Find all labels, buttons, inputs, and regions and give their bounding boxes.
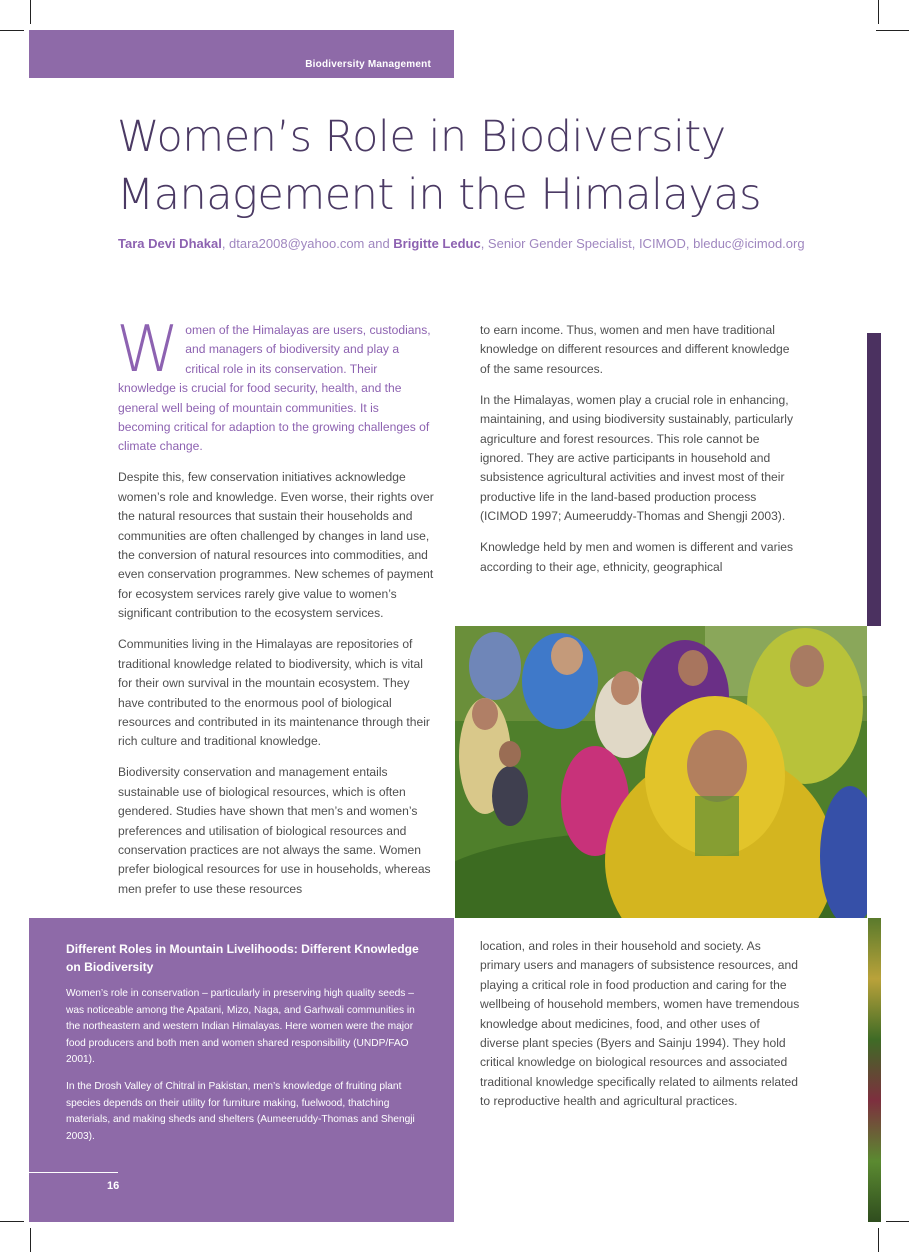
- body-paragraph: Biodiversity conservation and management entails sustainable use of biological resources, which is often gendered. Studies have shown that men’s and women’s preferences and utilisation of biological resources and conservation practices are not always the same. Women prefer biological resources for use in households, whereas men prefer to use these resources: [118, 765, 431, 896]
- page-number: 16: [107, 1180, 120, 1192]
- info-box: [29, 918, 454, 1222]
- body-column-left: [116, 313, 434, 911]
- author-line: [118, 236, 878, 251]
- lead-paragraph: [116, 313, 434, 457]
- crop-mark: [0, 1221, 24, 1222]
- body-paragraph: Knowledge held by men and women is different and varies according to their age, ethnicity, geographical: [480, 540, 794, 574]
- info-box-paragraph: Women’s role in conservation – particularly in preserving high quality seeds – was noticeable among the Apatani, Mizo, Naga, and Garhwali communities in the northeastern and western Indian Himalayas. Here women were the major food producers and both men and women shared responsibility (UNDP/FAO 2001).: [66, 988, 415, 1066]
- section-header-bar: [29, 30, 454, 78]
- body-column-right-bottom: [480, 937, 800, 1123]
- article-title: [117, 108, 857, 224]
- decorative-side-bar: [867, 333, 881, 626]
- author-1-name: Tara Devi Dhakal: [118, 236, 222, 251]
- photo-edge-strip: [868, 918, 881, 1222]
- page-number-rule: [29, 1172, 118, 1173]
- crop-mark: [878, 0, 879, 24]
- info-box-title: Different Roles in Mountain Livelihoods: Different Knowledge on Biodiversity: [66, 942, 419, 974]
- section-label: Biodiversity Management: [305, 59, 431, 70]
- body-paragraph: to earn income. Thus, women and men have traditional knowledge on different resources and different knowledge of the same resources.: [480, 323, 790, 376]
- author-2-details: , Senior Gender Specialist, ICIMOD, bleduc@icimod.org: [480, 236, 805, 251]
- crop-mark: [0, 30, 24, 31]
- info-box-paragraph: In the Drosh Valley of Chitral in Pakistan, men’s knowledge of fruiting plant species depends on their utility for furniture making, fuelwood, thatching materials, and making sheds and shelters (Aumeeruddy-Thomas and Shengji 2003).: [66, 1080, 415, 1142]
- crop-mark: [30, 1228, 31, 1252]
- body-paragraph: Despite this, few conservation initiatives acknowledge women’s role and knowledge. Even worse, their rights over the natural resources that sustain their households and communities are often challenged by changes in land use, the conversion of natural resources into commodities, and even conservation programmes. New schemes of payment for ecosystem services rarely give value to women’s significant contribution to the ecosystem services.: [118, 470, 434, 621]
- body-paragraph: Communities living in the Himalayas are repositories of traditional knowledge related to biodiversity, which is vital for their own survival in the mountain ecosystem. They have contributed to the enormous pool of biological resources and contributed in its maintenance through their rich culture and traditional knowledge.: [118, 637, 430, 749]
- author-1-details: , dtara2008@yahoo.com and: [221, 236, 394, 251]
- author-2-name: Brigitte Leduc: [393, 236, 481, 251]
- crop-mark: [876, 30, 909, 31]
- crop-mark: [878, 1228, 879, 1252]
- drop-cap: W: [116, 313, 180, 387]
- crop-mark: [30, 0, 31, 24]
- body-paragraph: In the Himalayas, women play a crucial role in enhancing, maintaining, and using biodiversity sustainably, particularly agriculture and forest resources. This role cannot be ignored. They are active participants in household and subsistence agricultural activities and invest most of their productive life in the land-based production process (ICIMOD 1997; Aumeeruddy-Thomas and Shengji 2003).: [480, 392, 794, 524]
- article-title-line-2: Management in the Himalayas: [117, 170, 762, 220]
- photo-illustration: [455, 626, 867, 918]
- article-title-line-1: Women’s Role in Biodiversity: [117, 112, 726, 162]
- lead-text: omen of the Himalayas are users, custodians, and managers of biodiversity and play a critical role in its conservation. Their knowledge is crucial for food security, health, and the general well being of mountain communities. It is becoming critical for adaption to the growing challenges of climate change.: [118, 323, 431, 454]
- body-paragraph: location, and roles in their household and society. As primary users and managers of subsistence resources, and playing a critical role in food production and caring for the wellbeing of household members, women have tremendous knowledge about medicines, food, and other uses of diverse plant species (Byers and Sainju 1994). They hold critical knowledge on biological resources and associated traditional knowledge specifically related to ailments related to reproductive health and agricultural practices.: [480, 939, 800, 1109]
- photo-women-group: [455, 626, 867, 918]
- crop-mark: [886, 1221, 909, 1222]
- body-column-right: [480, 321, 800, 589]
- info-box-body: [66, 986, 426, 1155]
